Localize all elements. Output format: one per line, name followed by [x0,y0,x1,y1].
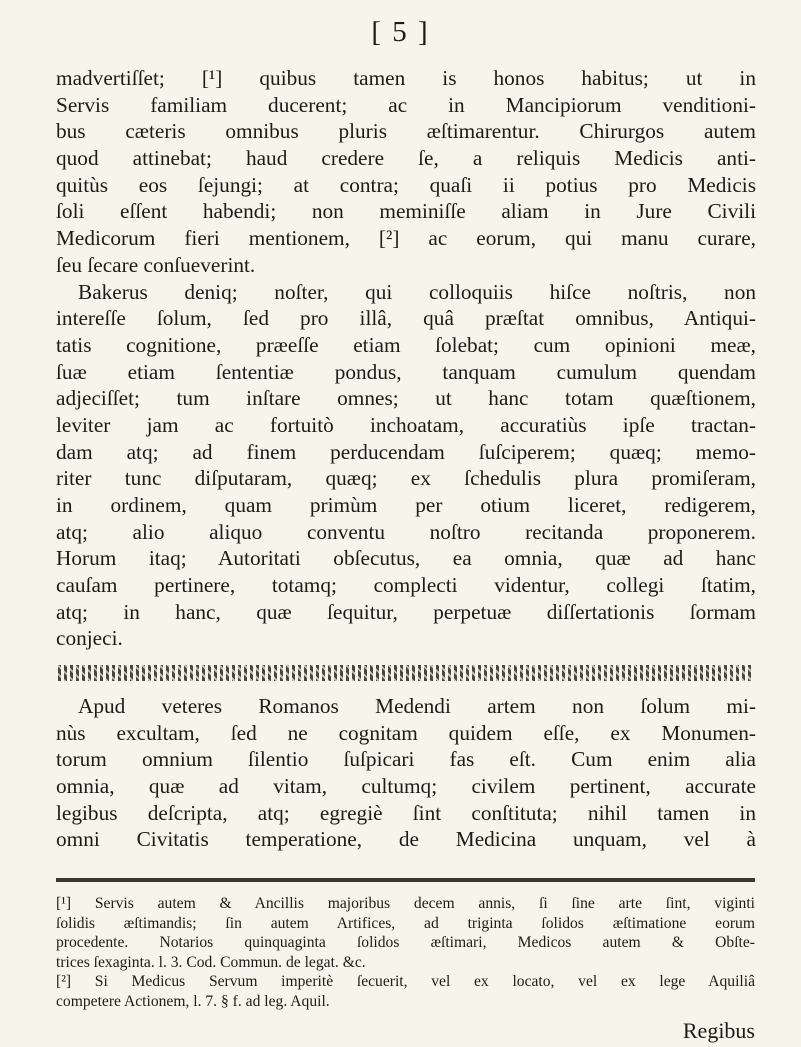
text-line: nùs excultam, ſed ne cognitam quidem eſſe, ex Monumen- [56,720,756,745]
footnote-line: trices ſexaginta. l. 3. Cod. Commun. de legat. &c. [56,953,366,971]
text-line: omnia, quæ ad vitam, cultumq; civilem pertinent, accurate [56,774,756,799]
footnote-line: competere Actionem, l. 7. § f. ad leg. Aquil. [56,992,330,1010]
text-line: madvertiſſet; [¹] quibus tamen is honos habitus; ut in [56,66,756,90]
footnote-rule [56,878,755,882]
text-line: Bakerus deniq; noſter, qui colloquiis hiſce noſtris, non [78,279,756,304]
text-line: atq; alio aliquo conventu noſtro recitanda proponerem. [56,519,756,544]
footnote-line: ſolidis æſtimandis; ſin autem Artifices, ad triginta ſolidos æſtimatione eorum [56,914,755,932]
text-line: legibus deſcripta, atq; egregiè ſint conſtituta; nihil tamen in [56,800,756,825]
text-line: quod attinebat; haud credere ſe, a reliquis Medicis anti- [56,146,756,171]
section-text [56,693,756,853]
text-line: Apud veteres Romanos Medendi artem non ſolum mi- [78,694,756,718]
text-line: quitùs eos ſejungi; at contra; quaſi ii potius pro Medicis [56,172,756,197]
text-line: in ordinem, quam primùm per otium liceret, redigerem, [56,493,756,517]
text-line: atq; in hanc, quæ ſequitur, perpetuæ diſſertationis ſormam [56,599,756,624]
footnote-line: procedente. Notarios quinquaginta ſolidos æſtimari, Medicos autem & Obſte- [56,934,755,952]
text-line: torum omnium ſilentio ſuſpicari fas eſt. Cum enim alia [56,747,756,772]
page-number: [ 5 ] [371,16,430,48]
text-line: bus cæteris omnibus pluris æſtimarentur. Chirurgos autem [56,119,756,144]
text-line: cauſam pertinere, totamq; complecti videntur, collegi ſtatim, [56,573,756,598]
footnotes [56,894,755,1012]
text-line: leviter jam ac fortuitò inchoatam, accuratiùs ipſe tractan- [56,412,756,437]
ornamental-divider-pattern [58,665,754,681]
text-line: ſuæ etiam ſententiæ pondus, tanquam cumulum quendam [56,359,756,384]
text-line: riter tunc diſputaram, quæq; ex ſchedulis plura promiſeram, [56,466,756,491]
footnote-line: [²] Si Medicus Servum imperitè ſecuerit, vel ex locato, vel ex lege Aquiliâ [56,973,755,991]
text-line: tatis cognitione, præeſſe etiam ſolebat; cum opinioni meæ, [56,332,756,357]
text-line: adjeciſſet; tum inſtare omnes; ut hanc totam quæſtionem, [56,386,756,411]
text-line: intereſſe ſolum, ſed pro illâ, quâ præſtat omnibus, Antiqui- [56,306,756,331]
text-line: Medicorum fieri mentionem, [²] ac eorum, qui manu curare, [56,226,756,251]
text-line: ſoli eſſent habendi; non meminiſſe aliam in Jure Civili [56,199,756,224]
footnote-line: [¹] Servis autem & Ancillis majoribus decem annis, ſi ſine arte ſint, viginti [56,895,755,912]
main-text [56,65,756,652]
text-line: Servis familiam ducerent; ac in Mancipiorum venditioni- [56,92,756,117]
text-line: Horum itaq; Autoritati obſecutus, ea omnia, quæ ad hanc [56,546,756,571]
text-line: dam atq; ad finem perducendam ſuſciperem; quæq; memo- [56,439,756,464]
text-line: ſeu ſecare conſueverint. [56,252,256,277]
text-line: omni Civitatis temperatione, de Medicina unquam, vel à [56,827,756,852]
text-line: conjeci. [56,626,123,651]
catchword: Regibus [682,1018,755,1043]
